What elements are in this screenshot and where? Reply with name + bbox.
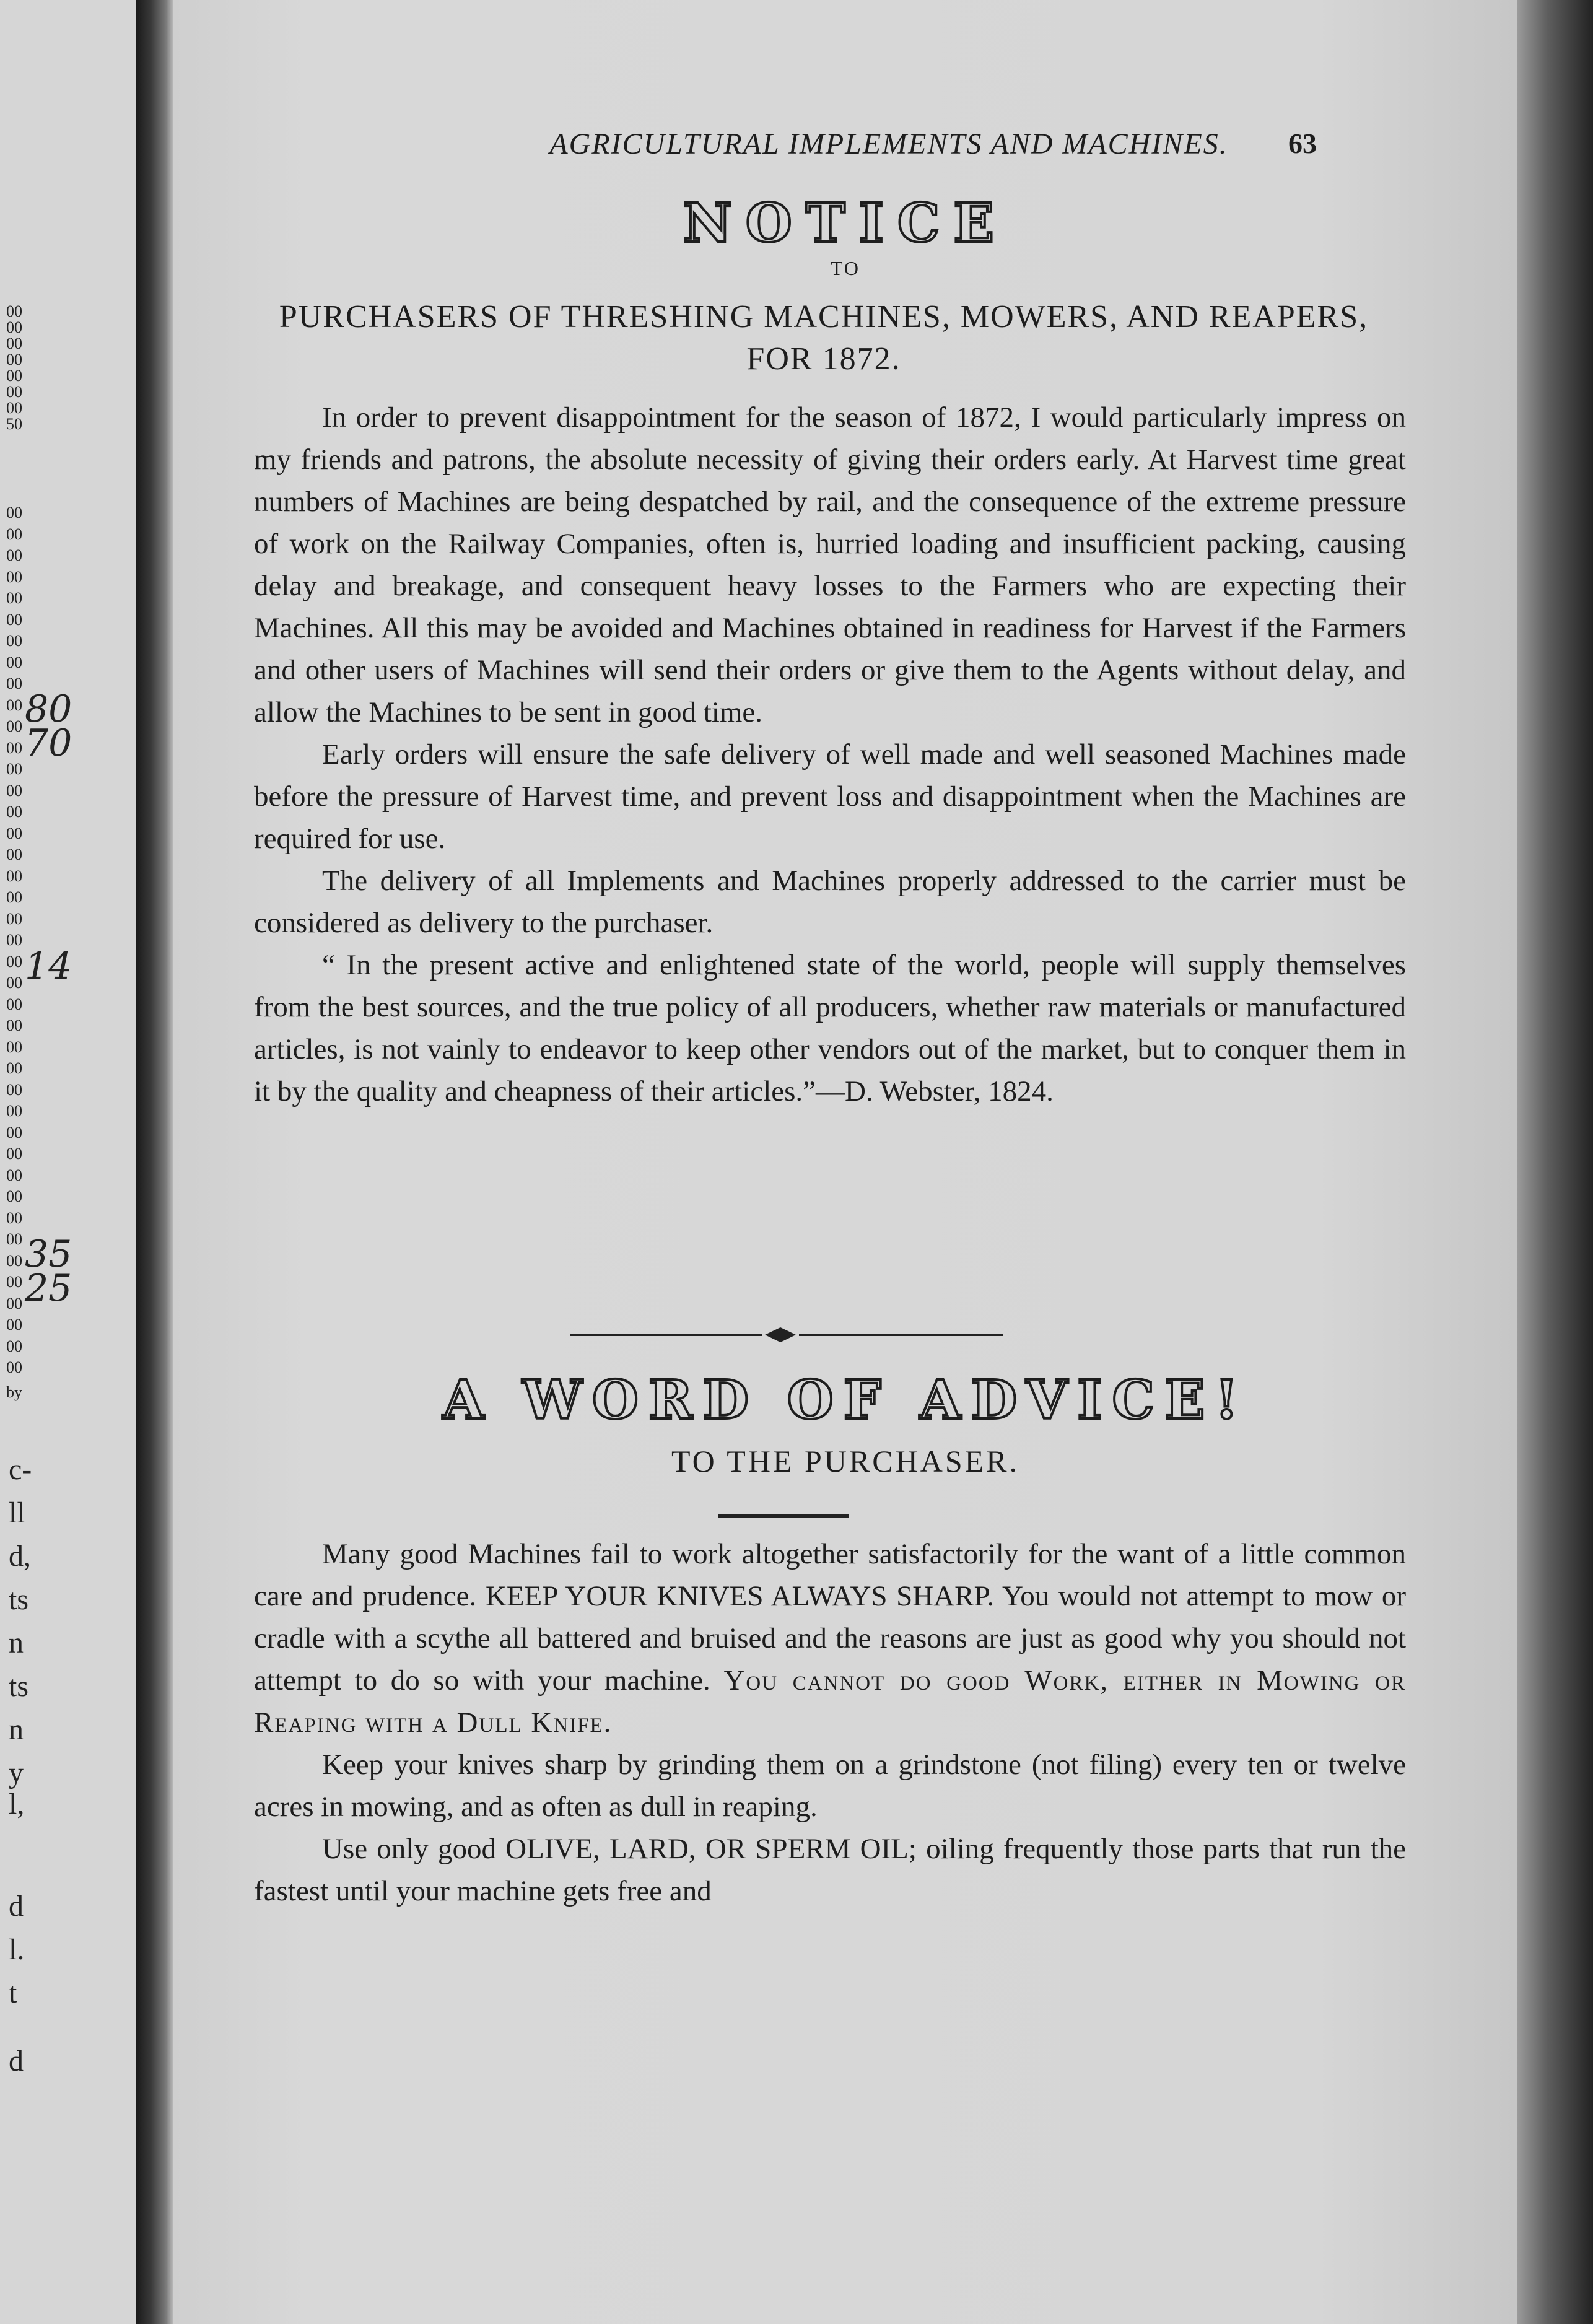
margin-figure: 00 (6, 909, 22, 928)
advice-title: A WORD OF ADVICE! (442, 1369, 1249, 1431)
margin-letters: n (9, 1627, 24, 1659)
margin-figure: 00 (6, 610, 22, 629)
notice-to: TO (830, 257, 861, 279)
margin-figure: 00 (6, 1294, 22, 1313)
margin-figure: 00 (6, 803, 22, 821)
margin-figure: 00 (6, 383, 22, 401)
margin-figure: 00 (6, 974, 22, 992)
margin-letters: d (9, 2045, 24, 2077)
handwritten-price: 80 (25, 688, 72, 731)
margin-figure: 00 (6, 399, 22, 417)
notice-paragraph: In order to prevent disappointment for the season of 1872, I would particularly impress on my friends and patrons, the absolute necessity of giving their orders early. At Harvest time great numbers of Machines are being despatched by rail, and the consequence of the extreme pressure of work on the Railway Companies, often is, hurried loading and insufficient packing, causing delay and breakage, and consequent heavy losses to the Farmers who are expecting their Machines. All this may be avoided and Machines obtained in readiness for Harvest if the Farmers and other users of Machines will send their orders or give them to the Agents without delay, and allow the Machines to be sent in good time. (254, 401, 1406, 728)
margin-figure: 00 (6, 931, 22, 949)
ornament-divider (570, 1322, 1003, 1347)
margin-figure: 00 (6, 845, 22, 863)
margin-figure: 00 (6, 824, 22, 842)
margin-figure: 00 (6, 760, 22, 778)
margin-letters: ll (9, 1496, 25, 1529)
margin-figure: 00 (6, 589, 22, 607)
page-right-edge (1517, 0, 1593, 2324)
margin-letters: l. (9, 1933, 25, 1966)
margin-letters: l, (9, 1788, 25, 1820)
short-rule (718, 1514, 849, 1518)
margin-figure: 00 (6, 302, 22, 320)
notice-title: NOTICE (683, 192, 1008, 255)
notice-body (254, 396, 1406, 1112)
margin-figure: 00 (6, 1251, 22, 1270)
margin-figure: 00 (6, 1187, 22, 1205)
advice-paragraph: Use only good OLIVE, LARD, OR SPERM OIL; oiling frequently those parts that run the fastest until your machine gets free and (254, 1833, 1406, 1907)
margin-figure: 00 (6, 1145, 22, 1163)
margin-figure: 00 (6, 781, 22, 800)
margin-figure: 00 (6, 675, 22, 692)
margin-figure: 00 (6, 1016, 22, 1034)
margin-figure: 00 (6, 1102, 22, 1120)
margin-figure: 00 (6, 632, 22, 650)
page (173, 0, 1517, 2324)
margin-figure: 00 (6, 696, 22, 714)
margin-figure: 00 (6, 1316, 22, 1334)
margin-figure: 00 (6, 1080, 22, 1099)
margin-letters: t (9, 1977, 17, 2009)
margin-figure: 00 (6, 334, 22, 352)
margin-figure: 00 (6, 525, 22, 543)
margin-figure: 00 (6, 1273, 22, 1291)
margin-figure: 00 (6, 1208, 22, 1227)
margin-letters: d, (9, 1540, 31, 1573)
handwritten-price: 14 (25, 945, 72, 988)
margin-figure: 00 (6, 717, 22, 735)
margin-figure: 00 (6, 1337, 22, 1355)
margin-figure: 00 (6, 1123, 22, 1142)
advice-subtitle: TO THE PURCHASER. (671, 1444, 1020, 1479)
page-gutter (136, 0, 173, 2324)
adjacent-page-strip (0, 0, 136, 2324)
margin-figure: 00 (6, 1230, 22, 1248)
handwritten-price: 70 (25, 722, 72, 765)
page-number: 63 (1288, 128, 1317, 159)
handwritten-price: 25 (25, 1267, 72, 1310)
advice-paragraph: Keep your knives sharp by grinding them on a grindstone (not filing) every ten or twelve acres in mowing, and as often as dull in reaping. (254, 1749, 1406, 1823)
margin-figure: 00 (6, 653, 22, 671)
notice-paragraph: Early orders will ensure the safe delivery of well made and well seasoned Machines made before the pressure of Harvest time, and prevent loss and disappointment when the Machines are required for use. (254, 738, 1406, 855)
notice-subtitle: PURCHASERS OF THRESHING MACHINES, MOWERS, AND REAPERS, FOR 1872. (279, 299, 1369, 377)
advice-text: Many good Machines fail to work altogether satisfactorily for the want of a little common care and prudence. KEEP YOUR KNIVES ALWAYS SHARP. You would not attempt to mow or cradle with a scythe all battered and bruised and the reasons are just as good why you should not attempt to do so with your machine. (254, 1538, 1406, 1697)
margin-figure: 00 (6, 1358, 22, 1376)
margin-letters: ts (9, 1583, 29, 1616)
margin-figure: 00 (6, 318, 22, 336)
margin-letters: n (9, 1713, 24, 1746)
margin-letters: d (9, 1890, 24, 1923)
margin-figure: 00 (6, 1038, 22, 1056)
margin-letters: ts (9, 1670, 29, 1703)
running-head: AGRICULTURAL IMPLEMENTS AND MACHINES. (549, 128, 1228, 160)
margin-figure: 00 (6, 1059, 22, 1077)
margin-letters: y (9, 1757, 24, 1789)
advice-body (254, 1533, 1406, 1912)
notice-paragraph: “ In the present active and enlightened state of the world, people will supply themselves from the best sources, and the true policy of all producers, whether raw materials or manufactured articles, is not vainly to endeavor to keep other vendors out of the market, but to conquer them in it by the quality and cheapness of their articles.”—D. Webster, 1824. (254, 949, 1406, 1107)
handwritten-price: 35 (25, 1233, 72, 1276)
advice-paragraph (254, 1533, 1406, 1744)
margin-figure: 00 (6, 738, 22, 757)
margin-figure: 00 (6, 995, 22, 1013)
margin-figure: 00 (6, 888, 22, 906)
margin-figure: 00 (6, 504, 22, 522)
notice-paragraph: The delivery of all Implements and Machines properly addressed to the carrier must be considered as delivery to the purchaser. (254, 865, 1406, 939)
margin-figure: 00 (6, 867, 22, 885)
margin-figure: by (6, 1383, 22, 1401)
margin-figure: 00 (6, 952, 22, 971)
margin-figure: 00 (6, 351, 22, 369)
advice-emphasis: You cannot do good Work, either in Mowing or Reaping with a Dull Knife. (254, 1664, 1406, 1739)
margin-letters: c- (9, 1453, 32, 1486)
margin-figure: 50 (6, 415, 22, 433)
margin-figure: 00 (6, 1166, 22, 1184)
margin-figure: 00 (6, 367, 22, 385)
margin-figure: 00 (6, 567, 22, 586)
margin-figure: 00 (6, 546, 22, 564)
